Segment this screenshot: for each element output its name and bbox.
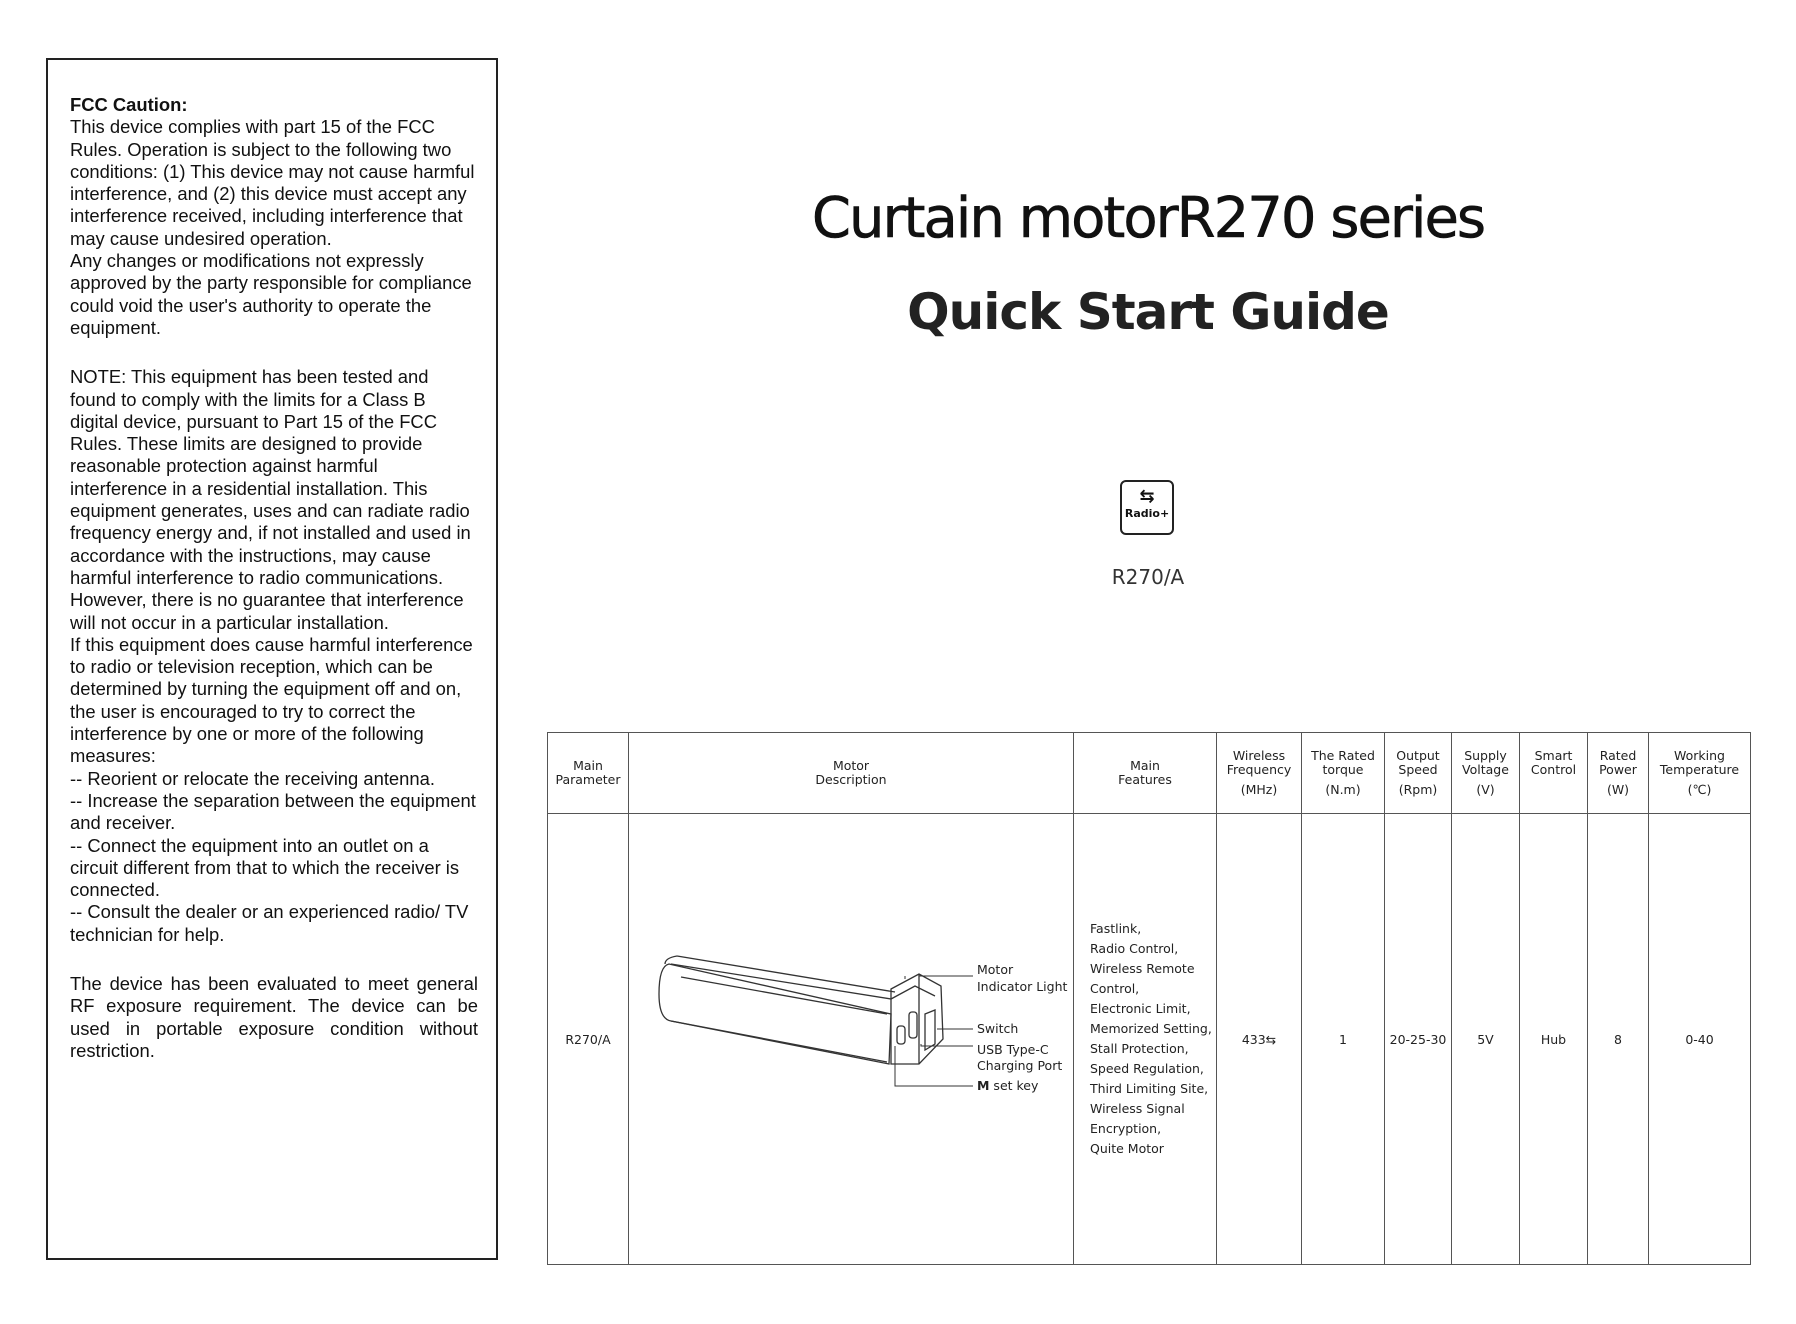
radio-plus-logo xyxy=(1120,480,1174,535)
cell-rated-torque: 1 xyxy=(1302,814,1385,1265)
spec-data-row xyxy=(548,814,1751,1265)
fcc-para-rf-exposure: The device has been evaluated to meet general RF exposure requirement. The device can be used in portable exposure condition without restriction. xyxy=(70,972,478,1061)
fcc-title: FCC Caution: xyxy=(70,94,188,115)
header-wireless-frequency: Wireless Frequency (MHz) xyxy=(1217,733,1302,814)
fcc-measure-1: -- Reorient or relocate the receiving antenna. xyxy=(70,767,435,789)
spec-header-row xyxy=(548,733,1751,814)
feature-item: Third Limiting Site, xyxy=(1090,1081,1209,1096)
feature-item: Fastlink, xyxy=(1090,921,1142,936)
radio-arrows-icon: ⇆ xyxy=(1139,486,1155,507)
feature-item: Speed Regulation, xyxy=(1090,1061,1204,1076)
header-working-temperature: Working Temperature (℃) xyxy=(1649,733,1751,814)
cell-motor-diagram xyxy=(629,814,1074,1265)
callout-charging-port: Charging Port xyxy=(977,1058,1063,1073)
cell-supply-voltage: 5V xyxy=(1452,814,1520,1265)
callout-indicator-light: Indicator Light xyxy=(977,979,1068,994)
document-title: Curtain motorR270 series xyxy=(811,186,1485,251)
cell-smart-control: Hub xyxy=(1520,814,1588,1265)
header-smart-control: Smart Control xyxy=(1520,733,1588,814)
fcc-measure-3: -- Connect the equipment into an outlet on a circuit different from that to which the receiver is connected. xyxy=(70,834,460,901)
fcc-measure-4: -- Consult the dealer or an experienced radio/ TV technician for help. xyxy=(70,901,469,945)
cell-output-speed: 20-25-30 xyxy=(1385,814,1452,1265)
feature-item: Radio Control, xyxy=(1090,941,1179,956)
feature-item: Quite Motor xyxy=(1090,1141,1164,1156)
callout-usb-type-c: USB Type-C xyxy=(977,1042,1049,1057)
feature-item: Control, xyxy=(1090,981,1140,996)
feature-item: Stall Protection, xyxy=(1090,1041,1189,1056)
header-motor-description: Motor Description xyxy=(629,733,1074,814)
fcc-para-compliance: This device complies with part 15 of the FCC Rules. Operation is subject to the following two conditions: (1) This device may not cause harmful interference, and (2) this device must accept any interference received, including interference that may cause undesired operation. xyxy=(70,116,475,249)
feature-item: Wireless Signal xyxy=(1090,1101,1185,1116)
fcc-para-modifications: Any changes or modifications not expressly approved by the party responsible for compliance could void the user's authority to operate the equipment. xyxy=(70,250,472,338)
callout-motor: Motor xyxy=(977,962,1014,977)
cell-wireless-frequency: 433⇆ xyxy=(1217,814,1302,1265)
header-main-features: Main Features xyxy=(1074,733,1217,814)
header-supply-voltage: Supply Voltage (V) xyxy=(1452,733,1520,814)
fcc-measure-2: -- Increase the separation between the equipment and receiver. xyxy=(70,789,476,834)
feature-item: Encryption, xyxy=(1090,1121,1162,1136)
callout-switch: Switch xyxy=(977,1021,1019,1036)
cell-main-features xyxy=(1074,814,1217,1265)
header-rated-power: Rated Power (W) xyxy=(1588,733,1649,814)
callout-lines xyxy=(895,976,973,1086)
cell-rated-power: 8 xyxy=(1588,814,1649,1265)
fcc-para-interference: If this equipment does cause harmful interference to radio or television reception, which can be determined by turning the equipment off and on, the user is encouraged to try to correct the interference by one or more of the following measures: xyxy=(70,633,473,767)
callout-m-set-key: M set key xyxy=(977,1078,1039,1093)
header-output-speed: Output Speed (Rpm) xyxy=(1385,733,1452,814)
model-number: R270/A xyxy=(1111,565,1185,589)
feature-item: Wireless Remote xyxy=(1090,961,1195,976)
header-main-parameter: Main Parameter xyxy=(548,733,629,814)
radio-plus-label: Radio+ xyxy=(1124,507,1170,520)
feature-item: Electronic Limit, xyxy=(1090,1001,1191,1016)
motor-drawing xyxy=(659,956,943,1064)
spec-table xyxy=(547,732,1751,1265)
cell-main-parameter: R270/A xyxy=(548,814,629,1265)
motor-diagram xyxy=(629,814,1072,1264)
fcc-caution-panel xyxy=(46,58,498,1260)
cell-working-temperature: 0-40 xyxy=(1649,814,1751,1265)
fcc-para-note: NOTE: This equipment has been tested and found to comply with the limits for a Class B digital device, pursuant to Part 15 of the FCC Rules. These limits are designed to provide reasonable protection against harmful interference in a residential installation. This equipment generates, uses and can radiate radio frequency energy and, if not installed and used in accordance with the instructions, may cause harmful interference to radio communications. However, there is no guarantee that interference will not occur in a particular installation. xyxy=(70,366,471,633)
header-rated-torque: The Rated torque (N.m) xyxy=(1302,733,1385,814)
feature-item: Memorized Setting, xyxy=(1090,1021,1212,1036)
document-subtitle: Quick Start Guide xyxy=(907,283,1389,341)
